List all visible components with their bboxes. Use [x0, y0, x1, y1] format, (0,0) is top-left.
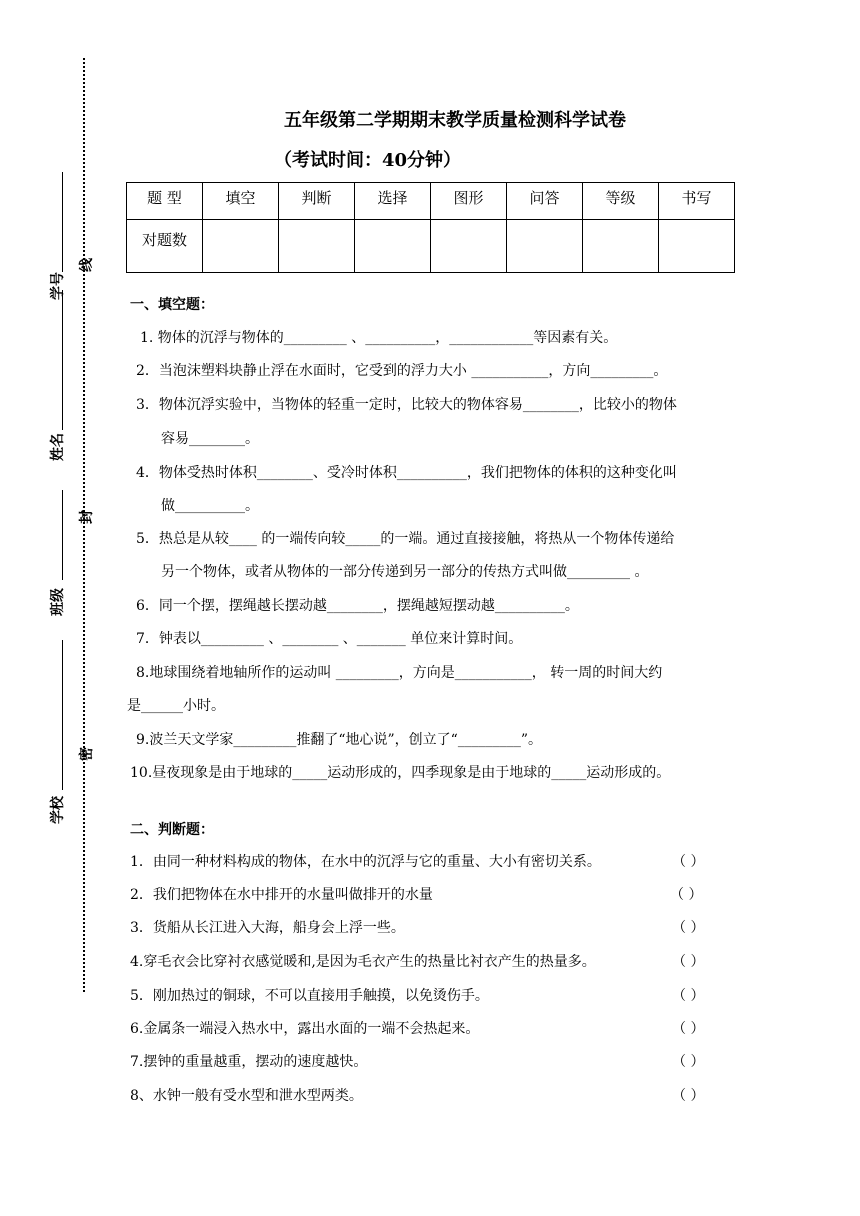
header-cell: 题 型 [127, 183, 203, 220]
score-table-header-row [127, 183, 735, 220]
fill-question: 8.地球围绕着地轴所作的运动叫 _________，方向是___________， 转一周的时间大约 [136, 665, 663, 681]
exam-title: 五年级第二学期期末教学质量检测科学试卷 [284, 110, 626, 131]
student-id-label: 学号 [50, 272, 66, 300]
judge-question: 6.金属条一端浸入热水中，露出水面的一端不会热起来。 [130, 1021, 480, 1037]
seal-word-line: 线 [79, 258, 95, 272]
header-cell: 图形 [431, 183, 507, 220]
answer-parentheses[interactable]: （ ） [672, 1054, 705, 1070]
fill-question: 5．热总是从较____ 的一端传向较_____的一端。通过直接接触，将热从一个物体传递给 [136, 531, 675, 547]
answer-parentheses[interactable]: （ ） [672, 920, 705, 936]
judge-question: 4.穿毛衣会比穿衬衣感觉暖和,是因为毛衣产生的热量比衬衣产生的热量多。 [130, 954, 596, 970]
answer-parentheses[interactable]: （ ） [670, 887, 703, 903]
answer-parentheses[interactable]: （ ） [672, 988, 705, 1004]
judge-question: 7.摆钟的重量越重，摆动的速度越快。 [130, 1054, 368, 1070]
judge-question: 5．刚加热过的铜球，不可以直接用手触摸，以免烫伤手。 [130, 988, 489, 1004]
score-entry-cell[interactable] [507, 220, 583, 273]
fill-question: 是______小时。 [127, 698, 225, 714]
judge-question: 8、水钟一般有受水型和泄水型两类。 [130, 1088, 363, 1104]
class-underline [62, 490, 63, 580]
fill-question: 7．钟表以_________ 、________ 、_______ 单位来计算时间。 [136, 631, 523, 647]
answer-parentheses[interactable]: （ ） [672, 1021, 705, 1037]
student-id-underline [62, 172, 63, 272]
fill-question: 容易________。 [161, 431, 259, 447]
row-label: 对题数 [127, 220, 203, 273]
header-cell: 书写 [659, 183, 735, 220]
fill-question: 做__________。 [161, 498, 259, 514]
name-label: 姓名 [50, 433, 66, 461]
judge-question: 1．由同一种材料构成的物体，在水中的沉浮与它的重量、大小有密切关系。 [130, 854, 601, 870]
score-entry-cell[interactable] [431, 220, 507, 273]
answer-parentheses[interactable]: （ ） [672, 1088, 705, 1104]
fill-question: 9.波兰天文学家_________推翻了“地心说”，创立了“_________”。 [136, 732, 542, 748]
score-table-count-row [127, 220, 735, 273]
header-cell: 问答 [507, 183, 583, 220]
score-entry-cell[interactable] [279, 220, 355, 273]
fill-question: 6．同一个摆，摆绳越长摆动越________，摆绳越短摆动越__________。 [136, 598, 579, 614]
name-underline [62, 290, 63, 430]
judge-question: 2．我们把物体在水中排开的水量叫做排开的水量 [130, 887, 433, 903]
header-cell: 判断 [279, 183, 355, 220]
school-underline [62, 640, 63, 790]
fill-question: 1. 物体的沉浮与物体的_________ 、__________，____________等因素有关。 [140, 330, 618, 346]
seal-word-secret: 密 [79, 747, 95, 761]
fill-question: 2．当泡沫塑料块静止浮在水面时，它受到的浮力大小 ___________，方向_________。 [136, 363, 668, 379]
answer-parentheses[interactable]: （ ） [672, 954, 705, 970]
header-cell: 等级 [583, 183, 659, 220]
score-entry-cell[interactable] [203, 220, 279, 273]
seal-word-seal: 封 [79, 510, 95, 524]
score-entry-cell[interactable] [583, 220, 659, 273]
judge-question: 3．货船从长江进入大海，船身会上浮一些。 [130, 920, 405, 936]
section-true-false-heading: 二、判断题： [130, 822, 214, 838]
fill-question: 另一个物体，或者从物体的一部分传递到另一部分的传热方式叫做_________ 。 [161, 564, 649, 580]
score-entry-cell[interactable] [355, 220, 431, 273]
exam-duration: （考试时间：40分钟） [274, 150, 462, 171]
header-cell: 选择 [355, 183, 431, 220]
score-entry-cell[interactable] [659, 220, 735, 273]
fill-question: 4．物体受热时体积________、受冷时体积__________，我们把物体的体积的这种变化叫 [136, 465, 677, 481]
class-label: 班级 [50, 588, 66, 616]
fill-question: 10.昼夜现象是由于地球的_____运动形成的，四季现象是由于地球的_____运动形成的。 [130, 765, 671, 781]
score-table [126, 182, 735, 273]
section-fill-in-heading: 一、填空题： [130, 297, 214, 313]
fill-question: 3．物体沉浮实验中，当物体的轻重一定时，比较大的物体容易________，比较小的物体 [136, 397, 677, 413]
school-label: 学校 [50, 796, 66, 824]
header-cell: 填空 [203, 183, 279, 220]
answer-parentheses[interactable]: （ ） [672, 854, 705, 870]
